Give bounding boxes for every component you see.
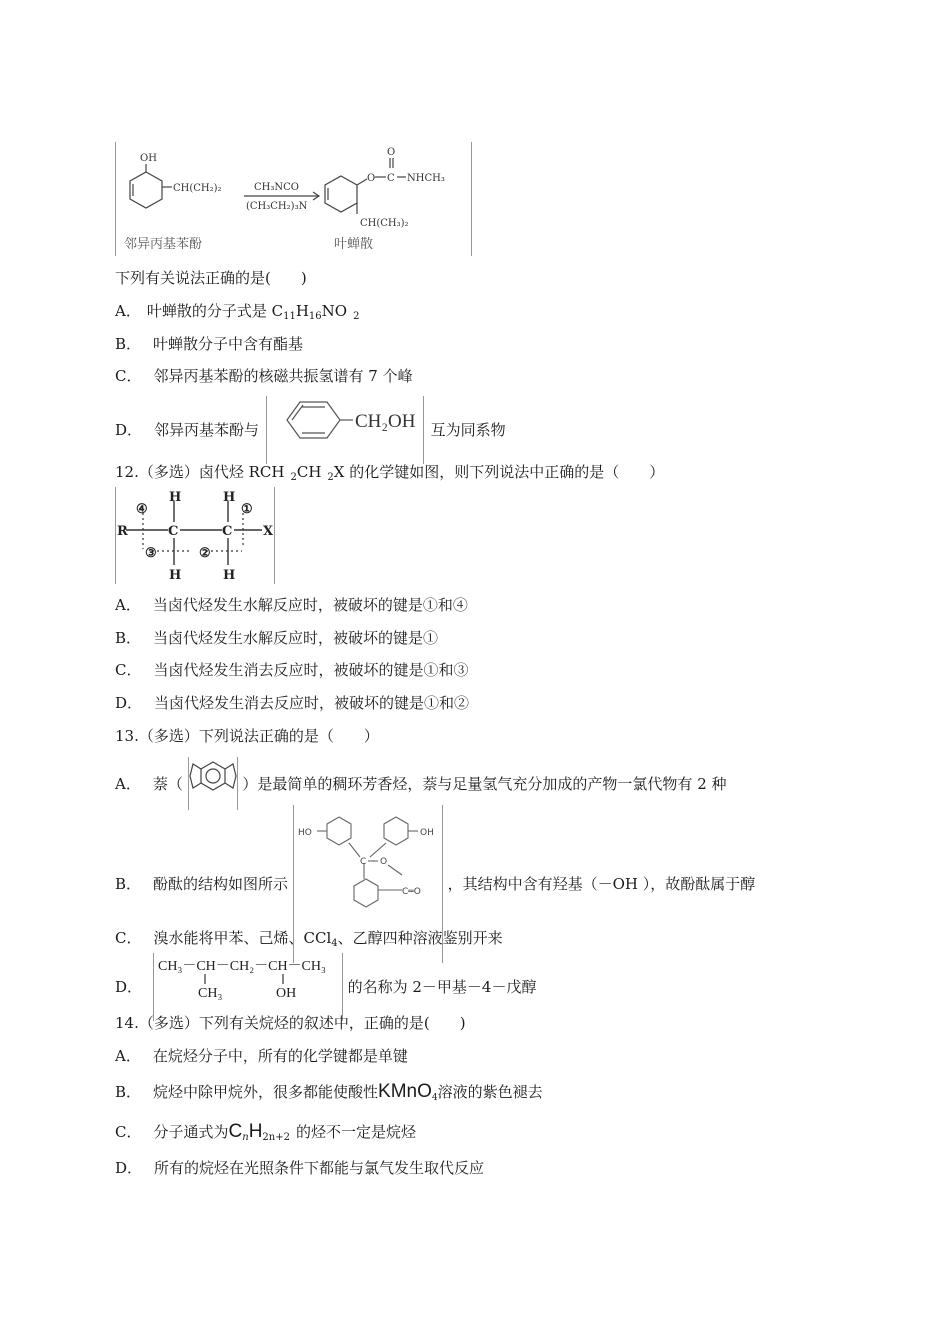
scheme-carbonyl-c: C — [387, 173, 395, 184]
q14-option-a: A． 在烷烃分子中，所有的化学键都是单键 — [115, 1047, 408, 1065]
phenolphthalein-ho: HO — [297, 828, 312, 838]
benzyl-alcohol-figure — [266, 396, 424, 464]
pentanol-main-chain: CH₃－CH－CH₂－CH－CH₃ — [157, 959, 326, 974]
bond-fig-c1: C — [168, 524, 179, 539]
q14-option-c: C． 分子通式为CnH2n+2 的烃不一定是烷烃 — [115, 1121, 416, 1143]
q13-option-d: D． CH₃－CH－CH₂－CH－CH₃ CH₃ OH 的名称为 2－甲基－4－戊醇 — [115, 953, 536, 1021]
phenolphthalein-oh: OH — [419, 828, 434, 838]
q11-stem: 下列有关说法正确的是( ) — [115, 269, 307, 287]
q11-option-c: C． 邻异丙基苯酚的核磁共振氢谱有 7 个峰 — [115, 367, 413, 385]
pentanol-methyl-branch: CH₃ — [197, 986, 223, 1001]
right-benzene-ring — [325, 176, 357, 212]
q13-option-c: C． 溴水能将甲苯、己烯、CCl4、乙醇四种溶液鉴别开来 — [115, 929, 503, 949]
scheme-o-top: O — [387, 147, 396, 158]
bond-fig-h2: H — [223, 490, 236, 505]
scheme-nhch3: NHCH₃ — [407, 173, 445, 184]
bond-fig-label-2: ② — [199, 546, 211, 561]
q14-option-b: B． 烷烃中除甲烷外，很多都能使酸性KMnO4溶液的紫色褪去 — [115, 1081, 543, 1103]
reaction-scheme-figure — [115, 142, 472, 256]
scheme-ester-o: O — [367, 173, 376, 184]
phenolphthalein-o: O — [379, 857, 387, 867]
q11-option-b: B． 叶蝉散分子中含有酯基 — [115, 335, 304, 353]
haloalkane-bond-figure — [115, 487, 275, 584]
bond-fig-h1: H — [169, 490, 182, 505]
reaction-scheme-svg — [116, 142, 471, 256]
bond-fig-label-4: ④ — [136, 502, 148, 517]
bond-fig-c2: C — [222, 524, 233, 539]
q12-option-d: D． 当卤代烃发生消去反应时，被破坏的键是①和② — [115, 694, 470, 712]
q12-option-c: C． 当卤代烃发生消去反应时，被破坏的键是①和③ — [115, 661, 469, 679]
bond-fig-label-1: ① — [241, 502, 253, 517]
q13-option-b: B． 酚酞的结构如图所示 HO OH C O C═O ，其结构中含有羟基（－OH ），故酚酞属于醇 — [115, 805, 755, 963]
scheme-name-right: 叶蝉散 — [334, 237, 374, 252]
pentanol-hydroxyl-branch: OH — [275, 986, 297, 1001]
scheme-name-left: 邻异丙基苯酚 — [124, 237, 203, 252]
bond-fig-h4: H — [223, 568, 236, 583]
q14-stem: 14.（多选）下列有关烷烃的叙述中，正确的是( ) — [115, 1014, 466, 1032]
q11-option-d: D． 邻异丙基苯酚与 CH₂OH 互为同系物 — [115, 396, 506, 464]
pentanol-structure-figure — [153, 953, 343, 1021]
scheme-chain-left: CH(CH₂)₂ — [173, 183, 222, 194]
benzyl-alcohol-label: CH₂OH — [354, 411, 416, 432]
bond-fig-x: X — [263, 524, 274, 539]
phenolphthalein-co: C═O — [401, 887, 421, 897]
q12-stem: 12.（多选）卤代烃 RCH 2CH 2X 的化学键如图，则下列说法中正确的是（ ） — [115, 463, 665, 483]
bond-fig-r: R — [117, 524, 128, 539]
q13-stem: 13.（多选）下列说法正确的是（ ） — [115, 727, 379, 745]
bond-fig-label-3: ③ — [145, 546, 157, 561]
naphthalene-figure — [188, 757, 238, 810]
scheme-reagent-bottom: (CH₃CH₂)₃N — [246, 201, 308, 212]
scheme-reagent-top: CH₃NCO — [254, 182, 299, 193]
q11-option-a: A． 叶蝉散的分子式是 C11H16NO 2 — [115, 302, 360, 322]
q12-option-b: B． 当卤代烃发生水解反应时，被破坏的键是① — [115, 629, 439, 647]
bond-fig-h3: H — [169, 568, 182, 583]
left-benzene-ring — [130, 172, 162, 208]
q12-option-a: A． 当卤代烃发生水解反应时，被破坏的键是①和④ — [115, 596, 468, 614]
kmno4-formula: KMnO — [378, 1081, 432, 1102]
q14-option-d: D． 所有的烷烃在光照条件下都能与氯气发生取代反应 — [115, 1159, 485, 1177]
q13-option-a: A． 萘（ ）是最简单的稠环芳香烃，萘与足量氢气充分加成的产物一氯代物有 2 种 — [115, 757, 727, 810]
phenolphthalein-c: C — [359, 857, 367, 867]
scheme-chain-right: CH(CH₃)₂ — [360, 218, 409, 229]
scheme-oh-label: OH — [140, 153, 157, 164]
